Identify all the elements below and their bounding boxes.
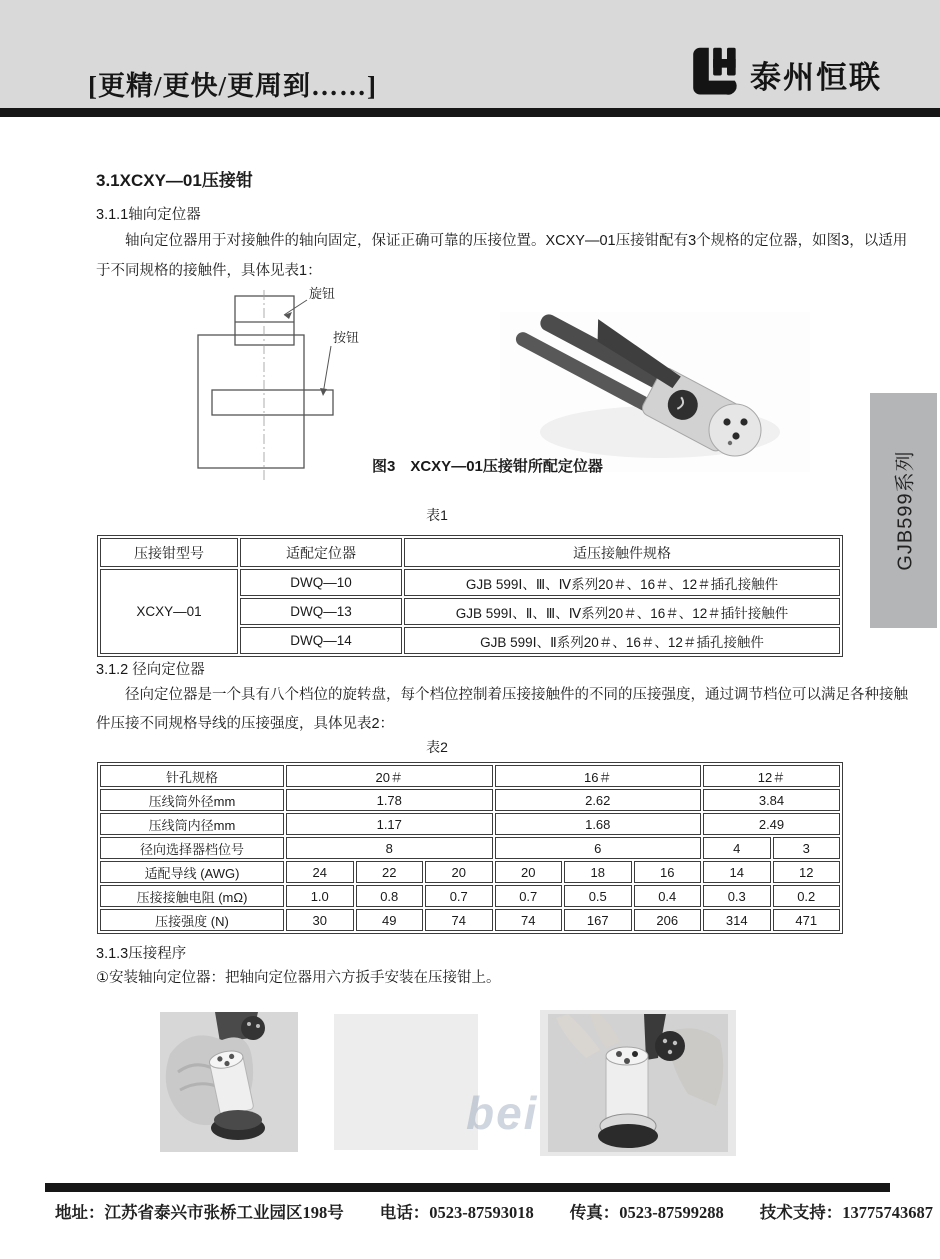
table2-row-label: 径向选择器档位号 xyxy=(100,837,284,859)
table2-cell: 3.84 xyxy=(703,789,840,811)
table-row xyxy=(100,909,840,931)
table2-cell: 0.2 xyxy=(773,885,841,907)
photo-install-right xyxy=(548,1014,728,1157)
table2-cell: 1.17 xyxy=(286,813,493,835)
table2-cell: 1.68 xyxy=(495,813,702,835)
diagram-button-label: 按钮 xyxy=(333,330,360,345)
table2-cell: 16＃ xyxy=(495,765,702,787)
table1-header-model: 压接钳型号 xyxy=(100,538,238,567)
section-title-3-1: 3.1XCXY—01压接钳 xyxy=(96,171,253,190)
table1-header-spec: 适压接触件规格 xyxy=(404,538,840,567)
table2-cell: 18 xyxy=(564,861,632,883)
table2-cell: 74 xyxy=(425,909,493,931)
table1-header-positioner: 适配定位器 xyxy=(240,538,402,567)
table-row xyxy=(100,789,840,811)
table2 xyxy=(97,762,843,934)
table2-cell: 0.8 xyxy=(356,885,424,907)
paragraph-3-1-1: 轴向定位器用于对接触件的轴向固定，保证正确可靠的压接位置。XCXY—01压接钳配有3个规格的定位器，如图3，以适用于不同规格的接触件，具体见表1： xyxy=(96,233,908,279)
section-title-3-1-3: 3.1.3压接程序 xyxy=(96,946,187,962)
table2-cell: 49 xyxy=(356,909,424,931)
table2-cell: 471 xyxy=(773,909,841,931)
table-row xyxy=(100,861,840,883)
table2-cell: 20 xyxy=(495,861,563,883)
diagram-knob-label: 旋钮 xyxy=(309,286,336,301)
table1 xyxy=(97,535,843,657)
table2-cell: 167 xyxy=(564,909,632,931)
table-row xyxy=(100,569,840,596)
table2-cell: 2.62 xyxy=(495,789,702,811)
table2-row-label: 针孔规格 xyxy=(100,765,284,787)
table2-row-label: 压线筒外径mm xyxy=(100,789,284,811)
table2-cell: 16 xyxy=(634,861,702,883)
table2-row-label: 压线筒内径mm xyxy=(100,813,284,835)
footer-item-phone: 电话：0523-87593018 xyxy=(379,1203,534,1222)
brand-logo xyxy=(688,46,882,103)
table2-cell: 0.7 xyxy=(495,885,563,907)
table2-cell: 22 xyxy=(356,861,424,883)
table-row xyxy=(100,765,840,787)
lh-monogram-icon xyxy=(688,46,740,103)
table-row xyxy=(100,885,840,907)
table-row xyxy=(100,813,840,835)
table2-cell: 74 xyxy=(495,909,563,931)
table2-cell: 20＃ xyxy=(286,765,493,787)
table2-row-label: 适配导线 (AWG) xyxy=(100,861,284,883)
table2-cell: 4 xyxy=(703,837,771,859)
table2-cell: 12＃ xyxy=(703,765,840,787)
table1-cell: DWQ—10 xyxy=(240,569,402,596)
footer-info xyxy=(55,1199,933,1223)
section-title-3-1-1: 3.1.1轴向定位器 xyxy=(96,207,201,223)
table1-cell: GJB 599Ⅰ、Ⅱ系列20＃、16＃、12＃插孔接触件 xyxy=(404,627,840,654)
paragraph-3-1-2: 径向定位器是一个具有八个档位的旋转盘，每个档位控制着压接接触件的不同的压接强度，通过调节档位可以满足各种接触件压接不同规格导线的压接强度，具体见表2： xyxy=(96,687,908,732)
table2-cell: 0.3 xyxy=(703,885,771,907)
footer-item-address: 地址：江苏省泰兴市张桥工业园区198号 xyxy=(55,1203,344,1222)
photo-install-left xyxy=(160,1012,298,1157)
watermark-text: bei xyxy=(466,1087,539,1139)
table1-cell: GJB 599Ⅰ、Ⅱ、Ⅲ、Ⅳ系列20＃、16＃、12＃插针接触件 xyxy=(404,598,840,625)
table2-cell: 1.78 xyxy=(286,789,493,811)
table2-cell: 3 xyxy=(773,837,841,859)
header-rule xyxy=(0,108,940,117)
table1-cell: DWQ—13 xyxy=(240,598,402,625)
table2-cell: 30 xyxy=(286,909,354,931)
table1-caption: 表1 xyxy=(426,507,448,523)
figure3-caption: 图3 XCXY—01压接钳所配定位器 xyxy=(372,458,603,475)
axial-positioner-diagram xyxy=(133,280,408,490)
table2-cell: 14 xyxy=(703,861,771,883)
slogan-text: [更精/更快/更周到……] xyxy=(88,71,377,101)
table2-cell: 0.5 xyxy=(564,885,632,907)
table1-cell: GJB 599Ⅰ、Ⅲ、Ⅳ系列20＃、16＃、12＃插孔接触件 xyxy=(404,569,840,596)
footer-item-fax: 传真：0523-87599288 xyxy=(569,1203,724,1222)
table2-cell: 0.4 xyxy=(634,885,702,907)
table2-row-label: 压接强度 (N) xyxy=(100,909,284,931)
table-row xyxy=(100,837,840,859)
side-tab-label: GJB599系列 xyxy=(895,450,918,571)
table2-cell: 20 xyxy=(425,861,493,883)
table2-cell: 6 xyxy=(495,837,702,859)
table2-caption: 表2 xyxy=(426,739,448,755)
footer-rule xyxy=(45,1183,890,1192)
table2-cell: 8 xyxy=(286,837,493,859)
table-row xyxy=(100,538,840,567)
table2-cell: 2.49 xyxy=(703,813,840,835)
table2-cell: 24 xyxy=(286,861,354,883)
photos-panel xyxy=(334,1014,478,1150)
table2-cell: 1.0 xyxy=(286,885,354,907)
side-tab-gjb599 xyxy=(870,393,937,628)
table1-model-cell: XCXY—01 xyxy=(100,569,238,654)
table2-cell: 314 xyxy=(703,909,771,931)
footer-item-support: 技术支持：13775743687 xyxy=(759,1203,933,1222)
step-1-text: ①安装轴向定位器：把轴向定位器用六方扳手安装在压接钳上。 xyxy=(96,970,501,986)
table2-cell: 206 xyxy=(634,909,702,931)
brand-name: 泰州恒联 xyxy=(750,60,882,95)
table2-row-label: 压接接触电阻 (mΩ) xyxy=(100,885,284,907)
table2-cell: 12 xyxy=(773,861,841,883)
section-title-3-1-2: 3.1.2 径向定位器 xyxy=(96,662,205,678)
table1-cell: DWQ—14 xyxy=(240,627,402,654)
table2-cell: 0.7 xyxy=(425,885,493,907)
crimp-tool-photo xyxy=(500,312,810,477)
